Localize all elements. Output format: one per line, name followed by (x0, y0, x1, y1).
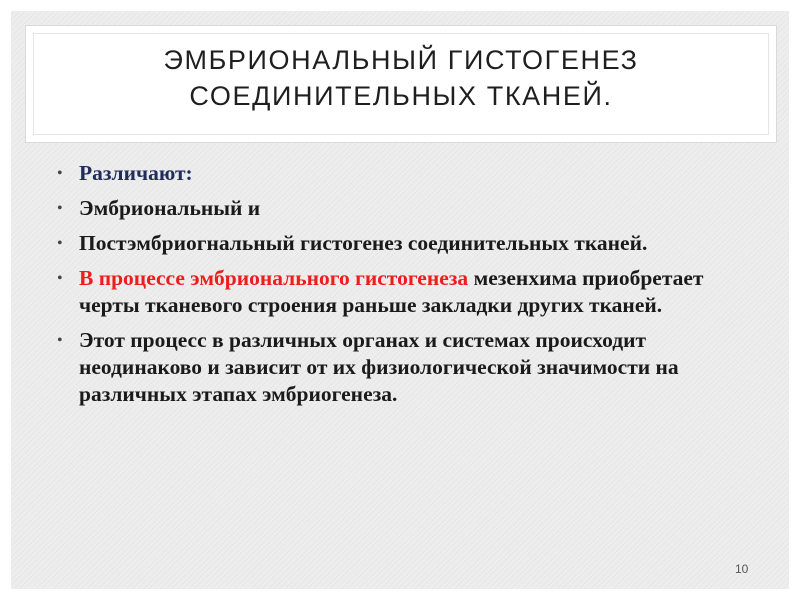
title-line-1: ЭМБРИОНАЛЬНЫЙ ГИСТОГЕНЕЗ (163, 45, 639, 75)
title-box (25, 25, 777, 143)
bullet-list (57, 160, 717, 416)
slide-title (26, 42, 776, 114)
item-text: Постэмбриогнальный гистогенез соединительных тканей. (79, 231, 648, 255)
list-item (57, 160, 717, 187)
list-item (57, 327, 717, 408)
item-text: Различают: (79, 161, 193, 185)
bullet-icon: • (57, 165, 63, 182)
title-line-2: СОЕДИНИТЕЛЬНЫХ ТКАНЕЙ. (189, 81, 613, 111)
item-text: Этот процесс в различных органах и системах происходит неодинаково и зависит от их физиологической значимости на различных этапах эмбриогенеза. (79, 328, 679, 406)
bullet-icon: • (57, 235, 63, 252)
item-text: мезенхима приобретает черты тканевого строения раньше закладки других тканей. (79, 266, 704, 317)
list-item (57, 230, 717, 257)
bullet-icon: • (57, 332, 63, 349)
bullet-icon: • (57, 200, 63, 217)
bullet-icon: • (57, 270, 63, 287)
page-number: 10 (735, 562, 749, 576)
item-text: Эмбриональный и (79, 196, 261, 220)
list-item (57, 195, 717, 222)
list-item (57, 265, 717, 319)
item-highlight-text: В процессе эмбрионального гистогенеза (79, 266, 469, 290)
